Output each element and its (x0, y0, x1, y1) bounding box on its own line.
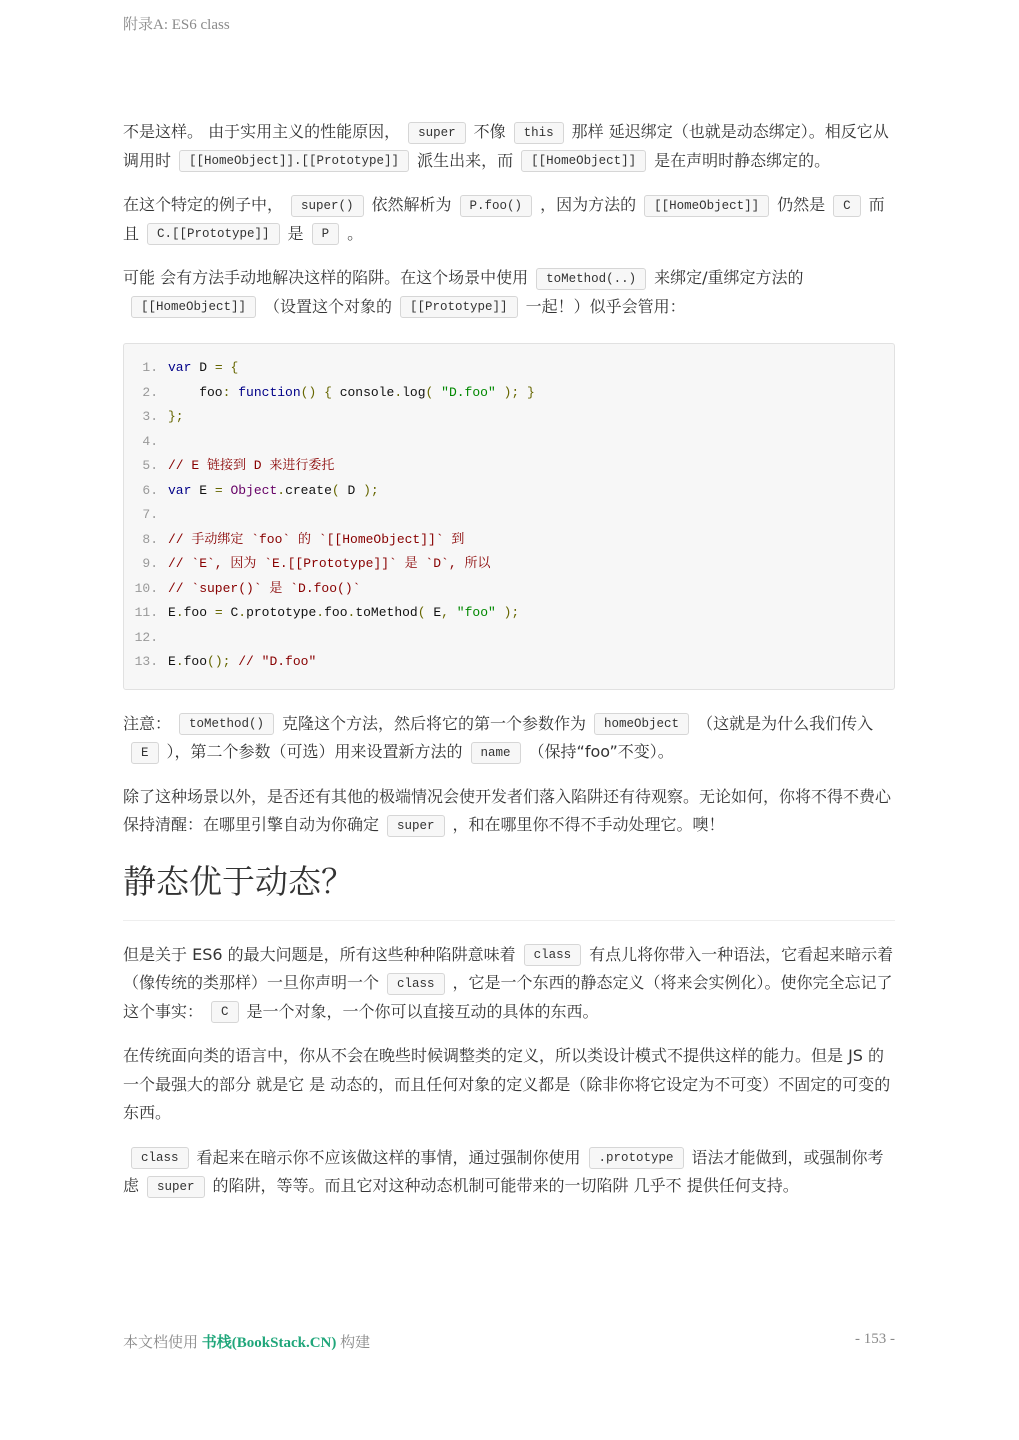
code-token: var (168, 360, 192, 375)
paragraph (123, 1042, 895, 1128)
paragraph (123, 783, 895, 840)
paragraph-text: 。 (347, 223, 364, 243)
code-line (124, 430, 894, 455)
code-token: // E 链接到 D 来进行委托 (168, 458, 335, 473)
code-token: ( (425, 384, 434, 400)
code-token: var (168, 482, 192, 498)
paragraph-text: ），第二个参数（可选）用来设置新方法的 (166, 742, 463, 761)
code-token: , (441, 605, 449, 620)
inline-code: toMethod() (179, 713, 274, 735)
inline-code: super (408, 122, 466, 144)
code-token: = (214, 360, 223, 375)
code-token: E (168, 654, 176, 669)
code-line (124, 454, 894, 479)
code-line (124, 552, 894, 577)
code-token: . (238, 605, 247, 620)
line-number: 6. (142, 482, 158, 498)
paragraph-text: 不是这样。 由于实用主义的性能原因， (123, 122, 401, 141)
inline-code: name (471, 742, 521, 764)
code-token: // `super()` 是 `D.foo()` (168, 580, 361, 596)
code-token (496, 385, 504, 400)
page-footer (123, 1331, 895, 1352)
code-token: foo (183, 654, 208, 669)
code-token: function (238, 384, 301, 400)
line-number: 1. (142, 360, 158, 375)
code-token: console (331, 384, 395, 400)
inline-code: [[HomeObject]].[[Prototype]] (179, 150, 409, 172)
paragraph (123, 710, 895, 767)
code-token: ( (417, 605, 426, 620)
inline-code: [[HomeObject]] (521, 150, 646, 172)
paragraph-text: 看起来在暗示你不应该做这样的事情，通过强制你使用 (196, 1147, 581, 1167)
code-text (168, 577, 360, 602)
code-token: ( (331, 482, 340, 498)
code-line (124, 626, 894, 651)
footer-brand-link[interactable]: 书栈(BookStack.CN) (201, 1335, 337, 1351)
inline-code: this (514, 122, 564, 144)
paragraph-text: 是在声明时静态绑定的。 (654, 150, 831, 170)
code-token: . (277, 482, 286, 498)
code-token: . (394, 384, 403, 400)
paragraph (123, 118, 895, 175)
paragraph-text: （这就是为什么我们传入 (697, 713, 874, 733)
line-number: 3. (142, 409, 158, 424)
paragraph-text: 注意： (123, 713, 172, 733)
paragraph-text: 的陷阱，等等。而且它对这种动态机制可能带来的一切陷阱 几乎不 提供任何支持。 (212, 1176, 799, 1195)
code-token: prototype (246, 605, 317, 620)
code-token: "foo" (456, 605, 496, 620)
code-token: { (230, 360, 239, 375)
footer-suffix: 构建 (340, 1335, 371, 1351)
inline-code: .prototype (589, 1147, 684, 1169)
code-token: = (214, 605, 223, 620)
page-number: - 153 - (855, 1331, 895, 1347)
line-number: 12. (134, 629, 158, 645)
code-token: foo (168, 384, 223, 400)
running-header: 附录A: ES6 class (123, 17, 230, 33)
code-block (123, 343, 895, 690)
inline-code: P.foo() (460, 195, 533, 217)
paragraph-text: 可能 会有方法手动地解决这样的陷阱。在这个场景中使用 (123, 268, 529, 287)
code-text (168, 601, 519, 626)
inline-code: C (833, 195, 861, 217)
code-token: E (191, 482, 215, 498)
code-text (168, 356, 238, 381)
code-token (316, 385, 324, 400)
code-line (124, 503, 894, 528)
code-token: () (300, 384, 317, 400)
code-token: . (347, 605, 356, 620)
code-token: C (222, 605, 239, 620)
paragraph (123, 191, 895, 248)
paragraph-text: ，和在哪里你不得不手动处理它。噢！ (452, 815, 725, 834)
paragraph-text: 不像 (473, 122, 506, 141)
paragraph-text: 有点儿将你带入一种语法，它看起来暗示着（像传统的类那样）一旦你声明一个 (123, 944, 894, 992)
code-token: }; (168, 409, 184, 424)
code-token: foo (183, 605, 215, 620)
inline-code: toMethod(..) (536, 268, 646, 290)
code-token: ); (503, 384, 520, 400)
code-token: . (316, 605, 325, 620)
inline-code: class (387, 973, 445, 995)
inline-code: class (524, 944, 582, 966)
paragraph-text: 在这个特定的例子中， (123, 195, 284, 214)
inline-code: [[Prototype]] (400, 296, 518, 318)
code-text (168, 479, 379, 504)
paragraph-text: 是 (287, 223, 304, 243)
line-number: 8. (142, 531, 158, 547)
section-heading: 静态优于动态？ (123, 862, 895, 921)
paragraph (123, 1144, 895, 1201)
code-text (168, 650, 316, 675)
inline-code: super() (291, 195, 364, 217)
paragraph-text: ，因为方法的 (540, 195, 637, 214)
paragraph-text: （保持“foo”不变）。 (528, 742, 674, 761)
code-token: : (222, 384, 231, 400)
code-token: D (339, 482, 364, 498)
code-token: D (191, 360, 215, 375)
code-token: toMethod (355, 605, 418, 620)
line-number: 13. (134, 654, 158, 669)
inline-code: [[HomeObject]] (131, 296, 256, 318)
code-token (496, 605, 504, 620)
line-number: 5. (142, 458, 158, 473)
inline-code: E (131, 742, 159, 764)
code-token: ); (363, 482, 379, 498)
code-token: . (175, 605, 184, 620)
code-line (124, 577, 894, 602)
paragraph-text: 语法才能做到，或强制你考虑 (123, 1147, 884, 1195)
paragraph-text: 来绑定/重绑定方法的 (654, 268, 804, 287)
code-line (124, 479, 894, 504)
line-number: 10. (134, 580, 158, 596)
code-token: E (425, 605, 442, 620)
paragraph-text: 但是关于 ES6 的最大问题是，所有这些种种陷阱意味着 (123, 944, 516, 964)
paragraph-text: ，它是一个东西的静态定义（将来会实例化）。使你完全忘记了这个事实： (123, 973, 893, 1021)
code-token: log (402, 384, 426, 400)
code-token: ); (503, 605, 520, 620)
paragraph-text: 一起！）似乎会管用： (525, 296, 686, 316)
inline-code: super (147, 1176, 205, 1198)
code-token: "D.foo" (441, 384, 496, 400)
line-number: 2. (142, 384, 158, 400)
code-token (519, 385, 527, 400)
code-line (124, 356, 894, 381)
paragraph-group-2 (123, 710, 895, 840)
inline-code: P (312, 223, 340, 245)
inline-code: super (387, 815, 445, 837)
code-text (168, 381, 535, 406)
paragraph (123, 264, 895, 321)
code-token: . (175, 654, 184, 669)
inline-code: C (211, 1001, 239, 1023)
page-content (123, 118, 895, 1217)
code-line (124, 650, 894, 675)
code-token: = (214, 482, 223, 498)
code-token: // `E`, 因为 `E.[[Prototype]]` 是 `D`, 所以 (168, 556, 491, 571)
code-text (168, 552, 490, 577)
paragraph-text: 克隆这个方法，然后将它的第一个参数作为 (282, 713, 587, 733)
paragraph-group-1 (123, 118, 895, 321)
code-text (168, 405, 184, 430)
code-line (124, 381, 894, 406)
code-token (449, 605, 457, 620)
line-number: 11. (134, 605, 158, 620)
code-token: // 手动绑定 `foo` 的 `[[HomeObject]]` 到 (168, 531, 465, 547)
inline-code: homeObject (594, 713, 689, 735)
line-number: 9. (142, 556, 158, 571)
code-text (168, 454, 334, 479)
code-token: // "D.foo" (238, 654, 317, 669)
code-line (124, 601, 894, 626)
code-line (124, 528, 894, 553)
paragraph-group-3 (123, 941, 895, 1201)
inline-code: [[HomeObject]] (644, 195, 769, 217)
paragraph-text: 而且 (123, 195, 885, 243)
code-token: create (285, 482, 332, 498)
code-token: (); (207, 654, 231, 669)
paragraph-text: 依然解析为 (371, 195, 452, 214)
code-line (124, 405, 894, 430)
paragraph-text: （设置这个对象的 (264, 296, 393, 316)
paragraph-text: 那样 延迟绑定（也就是动态绑定）。相反它从调用时 (123, 122, 889, 170)
code-token (433, 385, 441, 400)
code-token: Object (230, 482, 278, 498)
paragraph-text: 在传统面向类的语言中，你从不会在晚些时候调整类的定义，所以类设计模式不提供这样的能力。但是 JS 的 一个最强大的部分 就是它 是 动态的，而且任何对象的定义都是（除非你将它设定为不可变）不固定的可变的 东西。 (123, 1046, 891, 1122)
line-number: 4. (142, 433, 158, 449)
paragraph-text: 仍然是 (777, 195, 826, 214)
code-token: } (527, 384, 535, 400)
paragraph-text: 是一个对象，一个你可以直接互动的具体的东西。 (246, 1001, 599, 1021)
footer-prefix: 本文档使用 (123, 1335, 199, 1351)
code-token: { (324, 384, 332, 400)
code-token: foo (324, 605, 348, 620)
paragraph-text: 除了这种场景以外，是否还有其他的极端情况会使开发者们落入陷阱还有待观察。无论如何，你将不得不费心保持清醒：在哪里引擎自动为你确定 (123, 786, 892, 834)
inline-code: C.[[Prototype]] (147, 223, 280, 245)
paragraph (123, 941, 895, 1027)
code-text (168, 528, 464, 553)
inline-code: class (131, 1147, 189, 1169)
code-token: E (168, 605, 176, 620)
line-number: 7. (142, 507, 158, 522)
paragraph-text: 派生出来，而 (417, 150, 514, 170)
